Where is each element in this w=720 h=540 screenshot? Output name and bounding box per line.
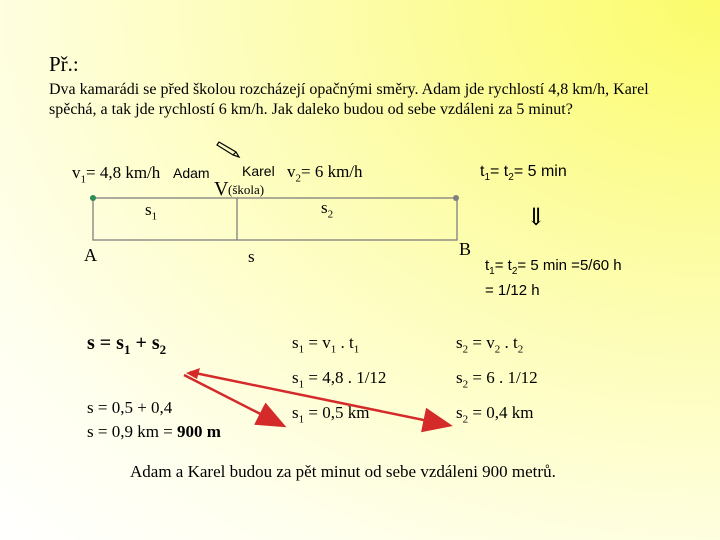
label-s1: $s_1$ — [145, 200, 158, 223]
times-conversion: $t_1= t_2= 5$ min =5/60 h = 1/12 h — [485, 257, 622, 299]
result-arrow-s1 — [184, 375, 282, 425]
label-karel: Karel — [242, 163, 275, 179]
s1-substitution: $s_1 = 4,8$ . 1/12 — [292, 368, 387, 391]
label-adam: Adam — [173, 165, 210, 181]
s2-substitution: $s_2 = 6$ . 1/12 — [456, 368, 538, 391]
label-s2: $s_2$ — [321, 198, 334, 221]
heading: Př.: — [49, 52, 79, 76]
school-label: (škola) — [228, 182, 265, 197]
end-dot — [453, 195, 459, 201]
times-equal: $t_1= t_2= 5$ min — [480, 163, 567, 184]
point-b: B — [459, 239, 472, 259]
school-letter: V — [214, 178, 229, 200]
label-s: s — [248, 247, 255, 266]
total-line-1: s = 0,5 + 0,4 — [87, 398, 173, 417]
s1-result: $s_1 = 0,5$ km — [292, 403, 370, 426]
s2-formula: $s_2 = v_2$ . $t_2$ — [456, 333, 524, 356]
segment-box — [93, 198, 457, 240]
s2-result: $s_2 = 0,4$ km — [456, 403, 534, 426]
s1-formula: $s_1 = v_1$ . $t_1$ — [292, 333, 360, 356]
arrow-down-icon: ⇓ — [526, 205, 547, 231]
problem-text: Dva kamarádi se před školou rozcházejí opačnými směry. Adam jde rychlostí 4,8 km/h, Karel spěchá, a tak jde rychlostí 6 km/h. Jak daleko budou od sebe vzdáleni za 5 minut? — [49, 81, 649, 118]
speed-v1: $v_1= 4,8$ km/h — [72, 163, 161, 186]
start-dot — [90, 195, 96, 201]
speed-v2: $v_2= 6$ km/h — [287, 162, 363, 185]
conclusion: Adam a Karel budou za pět minut od sebe vzdáleni 900 metrů. — [130, 462, 556, 481]
sum-formula: $s = s_1 + s_2$ — [87, 332, 167, 357]
point-a: A — [84, 245, 97, 265]
total-line-2: s = 0,9 km = 900 m — [87, 422, 221, 441]
